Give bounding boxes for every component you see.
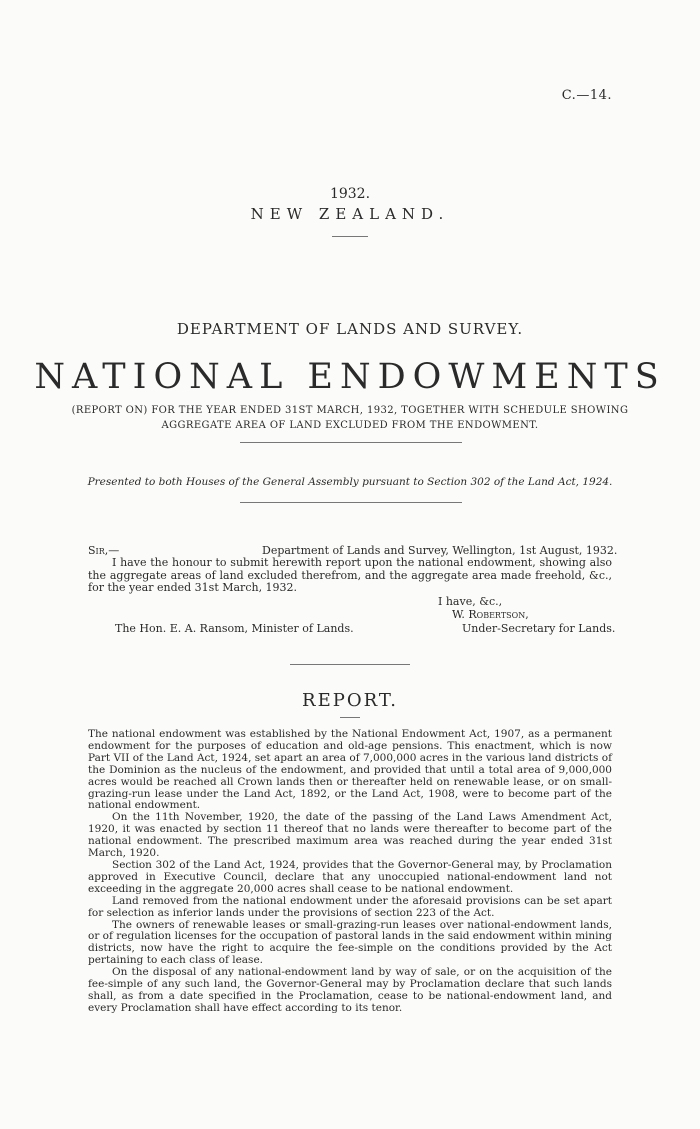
letter-closing: I have, &c., bbox=[438, 595, 503, 608]
presentation-note: Presented to both Houses of the General Assembly pursuant to Section 302 of the Land Act, 1924. bbox=[87, 476, 613, 488]
report-body bbox=[88, 729, 612, 1015]
country-name: NEW ZEALAND. bbox=[250, 205, 450, 223]
letter-signature: W. Robertson, bbox=[452, 608, 529, 621]
letter-recipient: The Hon. E. A. Ransom, Minister of Lands. bbox=[115, 622, 354, 635]
letter-body: I have the honour to submit herewith report upon the national endowment, showing also the aggregate areas of land excluded therefrom, and the aggregate area made freehold, &c., for the year ended 31st March, 1932. bbox=[88, 556, 612, 594]
signer-title: Under-Secretary for Lands. bbox=[462, 622, 616, 635]
report-heading: REPORT. bbox=[302, 690, 398, 711]
report-paragraph: The owners of renewable leases or small-grazing-run leases over national-endowment lands, or of regulation licenses for the occupation of pastoral lands in the said endowment within mining districts, now have the right to acquire the fee-simple on the conditions provided by the Act pertaining to each class of lease. bbox=[88, 918, 612, 967]
divider bbox=[340, 717, 360, 718]
divider bbox=[290, 664, 410, 665]
divider bbox=[240, 502, 462, 503]
divider bbox=[332, 236, 368, 237]
document-title: NATIONAL ENDOWMENTS bbox=[34, 357, 666, 397]
divider bbox=[240, 442, 462, 443]
department-name: DEPARTMENT OF LANDS AND SURVEY. bbox=[176, 320, 524, 338]
report-paragraph: The national endowment was established by the National Endowment Act, 1907, as a permanent endowment for the purposes of education and old-age pensions. This enactment, which is now Part VII of the Land Act, 1924, set apart an area of 7,000,000 acres in the various land districts of the Dominion as the nucleus of the endowment, and provided that until a total area of 9,000,000 acres would be reached all Crown lands then or thereafter held on renewable lease, or on small-grazing-run lease under the Land Act, 1892, or the Land Act, 1908, were to become part of the national endowment. bbox=[88, 728, 612, 812]
report-paragraph: Section 302 of the Land Act, 1924, provides that the Governor-General may, by Proclamation approved in Executive Council, declare that any unoccupied national-endowment land not exceeding in the aggregate 20,000 acres shall cease to be national endowment. bbox=[88, 858, 612, 895]
page-reference: C.—14. bbox=[561, 88, 612, 103]
report-paragraph: Land removed from the national endowment under the aforesaid provisions can be set apart for selection as inferior lands under the provisions of section 223 of the Act. bbox=[88, 894, 612, 919]
letter-address-date: Department of Lands and Survey, Wellington, 1st August, 1932. bbox=[262, 544, 618, 557]
report-paragraph: On the disposal of any national-endowment land by way of sale, or on the acquisition of the fee-simple of any such land, the Governor-General may by Proclamation declare that such lands shall, as from a date specified in the Proclamation, cease to be national-endowment land, and every Proclamation shall have effect according to its tenor. bbox=[88, 966, 612, 1014]
report-year: 1932. bbox=[329, 186, 371, 202]
letter-salutation: Sir,— bbox=[88, 544, 120, 557]
document-subtitle: (REPORT ON) FOR THE YEAR ENDED 31ST MARCH, 1932, TOGETHER WITH SCHEDULE SHOWING AGGREGATE AREA OF LAND EXCLUDED FROM THE ENDOWMENT. bbox=[71, 405, 629, 431]
report-paragraph: On the 11th November, 1920, the date of the passing of the Land Laws Amendment Act, 1920, it was enacted by section 11 thereof that no lands were thereafter to become part of the national endowment. The prescribed maximum area was reached during the year ended 31st March, 1920. bbox=[88, 811, 612, 860]
